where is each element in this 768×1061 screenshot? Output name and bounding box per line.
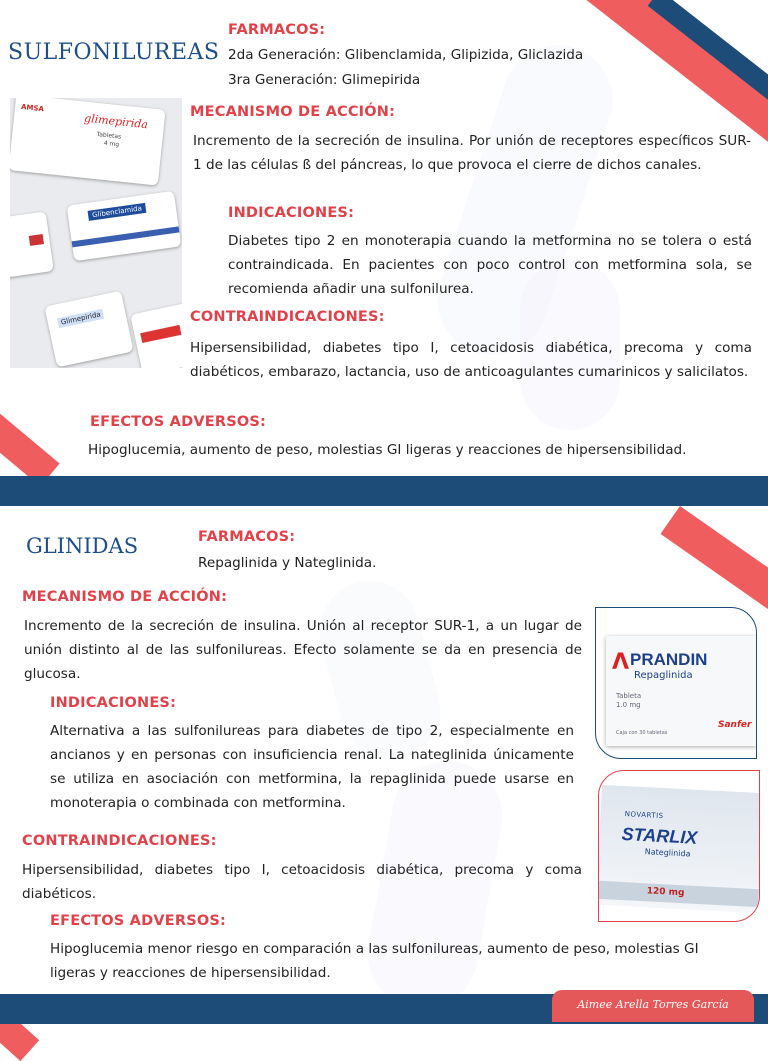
- box-form: Tabletas: [96, 130, 122, 141]
- prandin-logo-icon: Λ: [612, 650, 630, 675]
- indicaciones-label: INDICACIONES:: [50, 695, 177, 711]
- red-box: [130, 302, 182, 368]
- prandin-maker: Sanfer: [718, 720, 752, 730]
- farmacos-label: FARMACOS:: [228, 22, 326, 38]
- corner-stripe: [0, 380, 60, 487]
- prandin-generic: Repaglinida: [634, 670, 693, 681]
- farmacos-line: 3ra Generación: Glimepirida: [228, 72, 421, 88]
- starlix-generic: Nateglinida: [644, 847, 691, 859]
- box-stripe: [72, 226, 180, 247]
- box-dose: 4 mg: [103, 139, 120, 149]
- contraindicaciones-text: Hipersensibilidad, diabetes tipo I, cetoacidosis diabética, precoma y coma diabéticos, embarazo, lactancia, uso de anticoagulantes cumarinicos y salicilatos.: [190, 340, 752, 380]
- prandin-pack: Caja con 30 tabletas: [616, 730, 668, 736]
- corner-stripe: [660, 506, 768, 614]
- section-title: SULFONILUREAS: [8, 40, 220, 65]
- farmacos-label: FARMACOS:: [198, 529, 296, 545]
- box-drug-name: Glibenclamida: [88, 203, 147, 221]
- starlix-brand: STARLIX: [621, 823, 698, 848]
- prandin-form: Tableta: [616, 692, 642, 700]
- indicaciones-text: Alternativa a las sulfonilureas para diabetes de tipo 2, especialmente en ancianos y en personas con insuficiencia renal. La nateglinida únicamente se utiliza en asociación con metformina, la repaglinida puede usarse en monoterapia o combinada con metformina.: [50, 723, 574, 811]
- glimepirida-box-2: [44, 291, 133, 368]
- indicaciones-label: INDICACIONES:: [228, 205, 355, 221]
- efectos-text: Hipoglucemia, aumento de peso, molestias GI ligeras y reacciones de hipersensibilidad.: [88, 442, 687, 458]
- starlix-maker: NOVARTIS: [624, 810, 664, 821]
- mecanismo-text: Incremento de la secreción de insulina. Unión al receptor SUR-1, a un lugar de unión distinto al de las sulfonilureas. Efecto solamente se da en presencia de glucosa.: [24, 618, 582, 682]
- section-title: GLINIDAS: [26, 534, 139, 558]
- prandin-photo: [595, 607, 757, 759]
- box-drug-name: glimepirida: [83, 111, 149, 132]
- white-box: [10, 211, 54, 280]
- mecanismo-text: Incremento de la secreción de insulina. Por unión de receptores específicos SUR-1 de las células ß del páncreas, lo que provoca el cierre de dichos canales.: [193, 133, 751, 173]
- contraindicaciones-label: CONTRAINDICACIONES:: [22, 833, 217, 849]
- prandin-box: [606, 636, 756, 746]
- section-divider: [0, 476, 768, 506]
- mecanismo-label: MECANISMO DE ACCIÓN:: [22, 589, 228, 605]
- box-drug-name: Glimepirida: [57, 309, 104, 328]
- author-tag: [552, 990, 754, 1022]
- contraindicaciones-text: Hipersensibilidad, diabetes tipo I, cetoacidosis diabética, precoma y coma diabéticos.: [22, 862, 582, 902]
- starlix-box: [598, 785, 760, 913]
- farmacos-text: Repaglinida y Nateglinida.: [198, 555, 377, 571]
- mecanismo-label: MECANISMO DE ACCIÓN:: [190, 104, 396, 120]
- efectos-label: EFECTOS ADVERSOS:: [50, 913, 227, 929]
- prandin-dose: 1.0 mg: [616, 701, 641, 709]
- efectos-label: EFECTOS ADVERSOS:: [90, 414, 267, 430]
- glimepirida-box: [10, 98, 166, 186]
- box-brand: AMSA: [20, 102, 45, 114]
- product-photo: [10, 98, 182, 368]
- farmacos-line: 2da Generación: Glibenclamida, Glipizida, Gliclazida: [228, 47, 584, 63]
- indicaciones-text: Diabetes tipo 2 en monoterapia cuando la metformina no se tolera o está contraindicada. En pacientes con poco control con metformina sola, se recomienda añadir una sulfonilurea.: [228, 233, 752, 297]
- prandin-brand: PRANDIN: [630, 650, 708, 669]
- author-name: Aimee Arella Torres García: [577, 998, 729, 1011]
- starlix-dose: 120 mg: [646, 886, 685, 899]
- contraindicaciones-label: CONTRAINDICACIONES:: [190, 309, 385, 325]
- starlix-photo: [598, 770, 760, 922]
- glibenclamida-box: [67, 191, 182, 261]
- efectos-text: Hipoglucemia menor riesgo en comparación a las sulfonilureas, aumento de peso, molestias GI ligeras y reacciones de hipersensibilidad.: [50, 941, 699, 981]
